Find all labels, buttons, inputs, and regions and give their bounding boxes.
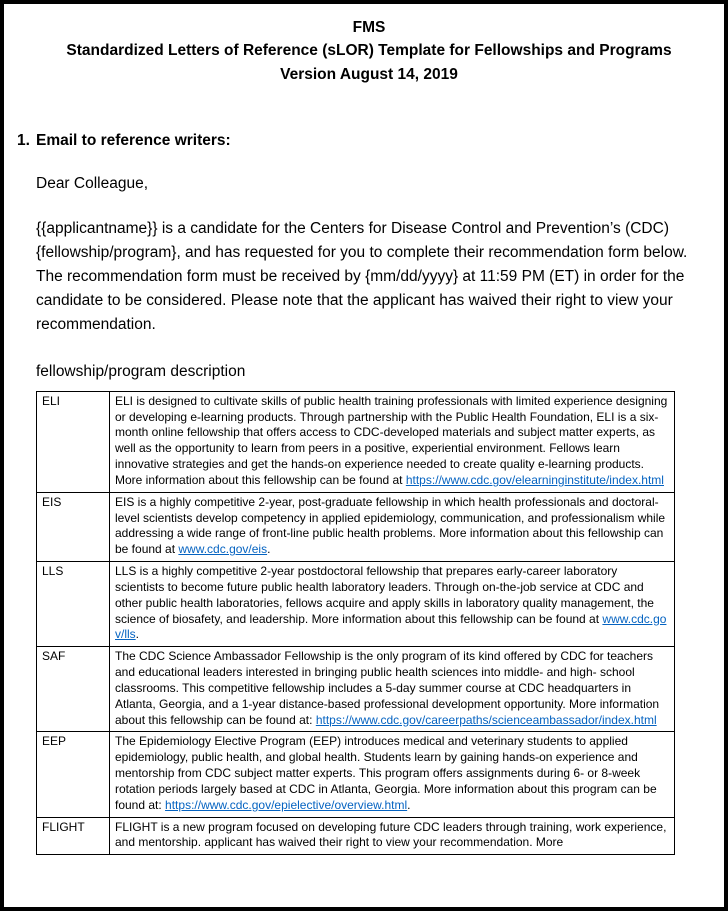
section-number: 1. <box>17 131 30 149</box>
table-row-eep <box>37 732 675 817</box>
description-text-after: . <box>135 627 140 642</box>
program-link[interactable]: www.cdc.gov/eis <box>178 542 268 557</box>
title-line-3: Version August 14, 2019 <box>280 65 458 83</box>
description-text-after: . <box>267 542 271 557</box>
table-row-eli <box>37 391 675 492</box>
table-row-lls <box>37 562 675 647</box>
description-text: LLS is a highly competitive 2-year postdoctoral fellowship that prepares early-career laboratory scientists to become future public health laboratory leaders. Through on-the-job service at CDC and other public health laboratories, fellows acquire and apply skills in laboratory quality management, the science of biosafety, and leadership. More information about this fellowship can be found at <box>115 564 654 626</box>
program-description <box>110 732 675 817</box>
program-description <box>110 391 675 492</box>
title-line-1: FMS <box>352 19 386 36</box>
program-code: LLS <box>37 562 110 647</box>
description-text: ELI is designed to cultivate skills of public health training professionals with limited experience designing or developing e-learning products. Through partnership with the Public Health Foundation, ELI is a six-month online fellowship that offers access to CDC-developed materials and subject matter experts, as well as the opportunity to learn from peers in a positive, experiential environment. Fellows learn innovative strategies and get the hands-on experience needed to create quality e-learning products. More information about this fellowship can be found at <box>115 393 668 487</box>
description-text: EIS is a highly competitive 2-year, post-graduate fellowship in which health professionals and doctoral-level scientists develop competency in applied epidemiology, communication, and professionalism while addressing a wide range of front-line public health problems. More information about this fellowship can be found at <box>115 494 666 557</box>
program-link[interactable]: https://www.cdc.gov/elearninginstitute/index.html <box>405 472 664 487</box>
fellowship-program-table <box>36 391 675 855</box>
description-text: FLIGHT is a new program focused on developing future CDC leaders through training, work experience, and mentorship. applicant has waived their right to view your recommendation. More <box>115 819 667 850</box>
email-body-paragraph: {{applicantname}} is a candidate for the Centers for Disease Control and Prevention’s (CDC) {fellowship/program}, and has requested for you to complete their recommendation form below. The recommendation form must be received by {mm/dd/yyyy} at 11:59 PM (ET) in order for the candidate to be considered. Please note that the applicant has waived their right to view your recommendation. <box>36 219 688 333</box>
program-link[interactable]: https://www.cdc.gov/careerpaths/scienceambassador/index.html <box>315 712 657 727</box>
section-title: Email to reference writers: <box>36 131 231 149</box>
program-link[interactable]: www.cdc.gov/lls <box>115 611 667 642</box>
program-link[interactable]: https://www.cdc.gov/epielective/overview.html <box>165 797 408 812</box>
document-content <box>4 4 724 855</box>
description-text-after: . <box>407 797 411 812</box>
program-description <box>110 647 675 732</box>
salutation: Dear Colleague, <box>36 174 149 192</box>
section-heading <box>17 132 702 150</box>
program-code: ELI <box>37 391 110 492</box>
table-row-eis <box>37 492 675 561</box>
program-code: FLIGHT <box>37 817 110 855</box>
program-code: EIS <box>37 492 110 561</box>
table-row-saf <box>37 647 675 732</box>
program-code: SAF <box>37 647 110 732</box>
description-text: The CDC Science Ambassador Fellowship is the only program of its kind offered by CDC for teachers and educational leaders interested in bringing public health sciences into middle- and high- school classrooms. This competitive fellowship includes a 5-day summer course at CDC headquarters in Atlanta, Georgia, and a 1-year distance-based professional development opportunity. More information about this fellowship can be found at: <box>115 649 660 727</box>
program-code: EEP <box>37 732 110 817</box>
program-description <box>110 492 675 561</box>
document-title-block <box>36 12 702 86</box>
description-text: The Epidemiology Elective Program (EEP) introduces medical and veterinary students to applied epidemiology, public health, and global health. Students learn by gaining hands-on experience and mentorship from CDC subject matter experts. This program offers assignments during 6- or 8-week rotation periods largely based at CDC in Atlanta, Georgia. More information about this program can be found at: <box>115 734 657 812</box>
title-line-2: Standardized Letters of Reference (sLOR) Template for Fellowships and Programs <box>66 42 672 60</box>
program-description <box>110 562 675 647</box>
table-caption: fellowship/program description <box>36 362 246 380</box>
program-description <box>110 817 675 855</box>
table-row-flight <box>37 817 675 855</box>
